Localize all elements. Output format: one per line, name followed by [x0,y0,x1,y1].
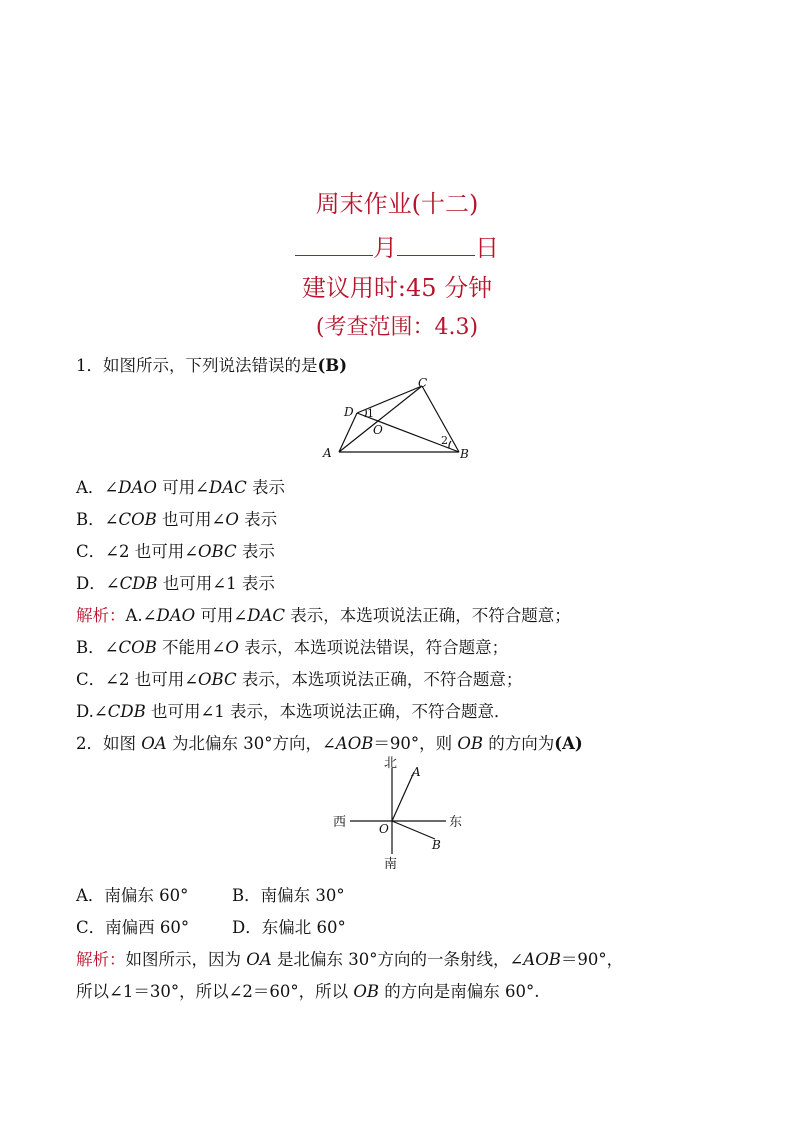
q1-opt-b-prefix: B．∠ [76,510,119,529]
q2-analysis-l2-ob: OB [353,982,380,1001]
q1-opt-a-suffix: 表示 [252,478,286,497]
label-c: C [418,376,428,390]
label-north: 北 [384,756,398,771]
q2-analysis-l1-mid: 是北偏东 30°方向的一条射线，∠ [276,950,524,969]
q2-stem-pre: 2．如图 [76,734,142,753]
q1-option-a [76,474,285,498]
q2-option-c: C．南偏西 60° [76,918,190,937]
q1-analysis-l4-pre: D.∠ [76,702,108,721]
ray-oa [392,772,414,821]
exam-scope: (考查范围：4.3) [315,315,479,340]
label-o: O [373,423,383,437]
q1-analysis-l4-a: CDB [107,702,146,721]
q1-analysis-l2-mid: 不能用∠ [161,638,226,657]
q2-options-row-1 [76,882,345,906]
page-title: 周末作业(十二) [315,190,479,218]
q1-answer: (B) [317,356,348,375]
q1-opt-b-suffix: 表示 [244,510,278,529]
q2-analysis-l2-pre: 所以∠1＝30°，所以∠2＝60°，所以 [76,982,354,1001]
label-west: 西 [333,815,347,830]
q1-figure [320,374,480,466]
q1-option-c [76,538,275,562]
month-label: 月 [373,234,397,262]
q1-stem [76,352,347,376]
q2-option-b: B．南偏东 30° [232,886,345,905]
q1-opt-d-mid: 也可用∠1 表示 [162,574,275,593]
label-b: B [460,447,469,461]
q2-analysis-l2-suf: 的方向是南偏东 60°. [384,982,540,1001]
q2-analysis-line-2 [76,978,540,1002]
q1-analysis-l2-suf: 表示，本选项说法错误，符合题意； [244,638,509,657]
q1-option-b [76,506,277,530]
q2-figure [328,754,468,876]
suggested-time: 建议用时:45 分钟 [301,274,493,302]
ray-ob [392,821,435,839]
diagonal-ac [339,386,422,452]
q2-option-a: A．南偏东 60° [76,886,189,905]
label-angle-1: 1 [367,407,374,420]
q1-opt-c-prefix: C．∠2 也可用∠ [76,542,199,561]
date-line [0,228,794,263]
q1-analysis-line-2 [76,634,508,658]
label-d: D [344,405,354,419]
label-a: A [412,765,421,779]
q1-opt-c-suffix: 表示 [241,542,275,561]
q1-opt-b-mid: 也可用∠ [161,510,226,529]
q2-analysis-l1-pre: 如图所示，因为 [125,950,247,969]
q1-analysis-l1-b: DAC [247,606,286,625]
q1-analysis-l1-a: DAO [156,606,196,625]
q1-analysis-l1-suf: 表示，本选项说法正确，不符合题意； [290,606,571,625]
q1-opt-d-prefix: D．∠ [76,574,120,593]
day-blank [397,233,475,256]
label-south: 南 [384,857,398,872]
q1-analysis-l2-pre: B．∠ [76,638,119,657]
q1-analysis-line-3 [76,666,522,690]
q1-opt-a-angle2: DAC [209,478,247,497]
q2-stem [76,730,583,754]
q1-analysis-l3-suf: 表示，本选项说法正确，不符合题意； [241,670,523,689]
q1-opt-a-angle: DAO [118,478,157,497]
q1-analysis-line-4 [76,698,511,722]
label-angle-2: 2 [441,434,448,447]
q1-opt-a-prefix: A．∠ [76,478,119,497]
q1-opt-a-mid: 可用∠ [162,478,209,497]
q2-stem-suf: 的方向为 [488,734,555,753]
q2-stem-ob: OB [457,734,484,753]
month-blank [295,233,373,256]
q2-analysis-l1-aob: AOB [523,950,561,969]
q2-analysis-l1-suf: ＝90°， [560,950,624,969]
q1-option-d [76,570,275,594]
q2-stem-aob: AOB [335,734,374,753]
label-b: B [432,838,441,852]
q1-opt-c-angle: OBC [198,542,237,561]
q1-analysis-l1-mid: 可用∠ [200,606,248,625]
q1-analysis-l2-a: COB [118,638,157,657]
q1-analysis-l4-suf: 也可用∠1 表示，本选项说法正确，不符合题意． [150,702,511,721]
q2-analysis-line-1 [76,946,623,970]
q1-stem-text: 1．如图所示，下列说法错误的是 [76,356,318,375]
q1-opt-d-angle: CDB [119,574,158,593]
q1-analysis-l2-b: O [225,638,239,657]
q2-stem-oa: OA [141,734,167,753]
q2-answer: (A) [554,734,583,753]
day-label: 日 [475,234,499,262]
q1-analysis-l1-pre: A.∠ [125,606,157,625]
q1-analysis-label: 解析： [76,606,126,625]
q1-analysis-l3-pre: C．∠2 也可用∠ [76,670,199,689]
q2-analysis-l1-oa: OA [246,950,272,969]
q2-stem-mid2: ＝90°，则 [373,734,458,753]
q1-analysis-line-1 [76,602,571,626]
q2-analysis-label: 解析： [76,950,126,969]
q2-options-row-2 [76,914,346,938]
label-a: A [323,446,332,460]
q2-stem-mid: 为北偏东 30°方向，∠ [171,734,336,753]
angle-2-arc [449,441,451,448]
q1-opt-b-angle: COB [118,510,157,529]
label-o: O [379,822,389,836]
q2-option-d: D．东偏北 60° [232,918,346,937]
q1-analysis-l3-b: OBC [198,670,237,689]
label-east: 东 [449,815,463,830]
q1-opt-b-angle2: O [225,510,239,529]
